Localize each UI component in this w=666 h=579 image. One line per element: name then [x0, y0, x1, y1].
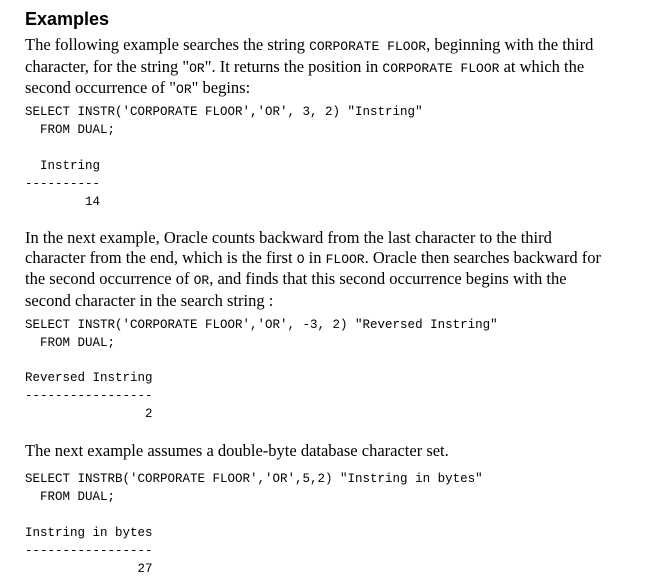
code-line: SELECT INSTR('CORPORATE FLOOR','OR', 3, 2) "Instring": [25, 105, 423, 119]
paragraph-backward: [25, 228, 601, 310]
result-header: Reversed Instring: [25, 371, 153, 385]
code-query: [25, 470, 483, 506]
inline-code: FLOOR: [325, 251, 365, 267]
text: ". It returns the position in: [204, 56, 383, 76]
text: character, for the string ": [25, 56, 190, 76]
code-query: [25, 316, 498, 352]
code-query: [25, 103, 423, 139]
text: In the next example, Oracle counts backward from the last character to the third: [25, 228, 552, 247]
result-value: 2: [25, 407, 153, 421]
text: in: [304, 247, 326, 267]
code-line: FROM DUAL;: [25, 123, 116, 137]
text: The next example assumes a double-byte database character set.: [25, 441, 449, 460]
text: second occurrence of ": [25, 78, 177, 97]
text: character from the end, which is the first: [25, 247, 297, 267]
result-header: Instring: [25, 159, 101, 173]
code-result: [25, 524, 153, 578]
result-value: 14: [25, 195, 101, 209]
inline-code: OR: [176, 82, 192, 97]
inline-code: CORPORATE FLOOR: [309, 39, 427, 54]
inline-code: OR: [189, 60, 205, 76]
result-separator: -----------------: [25, 544, 153, 558]
code-result: [25, 369, 153, 423]
result-header: Instring in bytes: [25, 526, 153, 540]
text: . Oracle then searches backward for: [364, 247, 601, 267]
text: , beginning with the third: [426, 35, 594, 54]
paragraph-double-byte: [25, 441, 449, 461]
result-separator: ----------: [25, 177, 101, 191]
text: the second occurrence of: [25, 269, 194, 288]
result-separator: -----------------: [25, 389, 153, 403]
code-line: FROM DUAL;: [25, 336, 116, 350]
section-heading: Examples: [25, 9, 110, 29]
inline-code: CORPORATE FLOOR: [382, 60, 500, 76]
code-line: FROM DUAL;: [25, 490, 116, 504]
code-line: SELECT INSTRB('CORPORATE FLOOR','OR',5,2) "Instring in bytes": [25, 472, 483, 486]
code-result: [25, 157, 100, 211]
text: at which the: [499, 56, 585, 76]
text: The following example searches the string: [25, 35, 310, 54]
result-value: 27: [25, 562, 153, 576]
inline-code: OR: [193, 273, 210, 288]
inline-code: O: [296, 251, 305, 267]
text: , and finds that this second occurrence begins with the: [209, 269, 567, 288]
paragraph-intro: [25, 35, 593, 100]
text: " begins:: [191, 78, 251, 97]
code-line: SELECT INSTR('CORPORATE FLOOR','OR', -3, 2) "Reversed Instring": [25, 318, 498, 332]
text: second character in the search string :: [25, 290, 274, 310]
